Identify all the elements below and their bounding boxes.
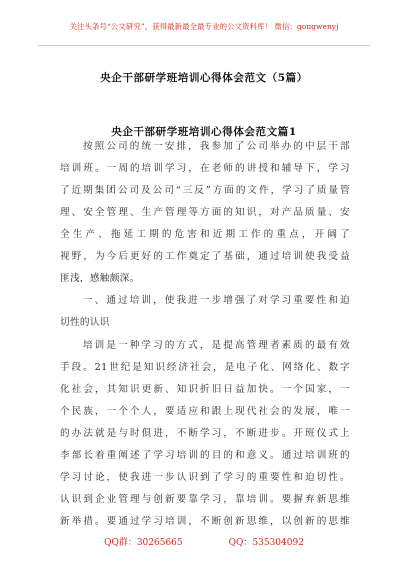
body-line-13: 个民族，一个个人，要适应和跟上现代社会的发展，唯一 [60, 406, 350, 417]
header-banner: 关注头条号“公文研究”，获得最新最全最专业的公文资料库！ 微信：gongwenyj [69, 22, 339, 31]
footer-qq-group: QQ群：30265665 [104, 538, 183, 548]
body-line-15: 李部长着重阐述了学习培训的目的和意义。通过培训班的 [60, 450, 350, 461]
footer-contact [0, 535, 408, 548]
body-line-18: 新举措。要通过学习培训，不断创新思维，以创新的思维 [60, 516, 350, 527]
body-line-3: 了近期集团公司及公司“三反”方面的文件，学习了质量管 [60, 185, 350, 196]
header-divider [38, 45, 370, 46]
body-line-12: 化社会，其知识更新、知识折旧日益加快。一个国家，一 [60, 384, 350, 395]
body-line-9: 切性的认识 [60, 317, 110, 328]
body-line-7: 匪浅，感触颇深。 [60, 273, 140, 284]
body-line-10: 培训是一种学习的方式，是提高管理者素质的最有效 [83, 340, 350, 351]
section-title: 央企干部研学班培训心得体会范文篇1 [111, 126, 297, 138]
body-line-2: 培训班。一周的培训学习，在老师的讲授和辅导下，学习 [60, 163, 350, 174]
body-line-5: 全生产、拖延工期的危害和近期工作的重点，开阔了 [60, 229, 350, 240]
body-line-16: 学习讨论，使我进一步认识到了学习的重要性和迫切性。 [60, 472, 350, 483]
body-line-11: 手段。21世纪是知识经济社会，是电子化、网络化、数字 [60, 362, 350, 373]
body-line-8: 一、通过培训，使我进一步增强了对学习重要性和迫 [83, 295, 350, 306]
body-line-4: 理、安全管理、生产管理等方面的知识，对产品质量、安 [60, 207, 350, 218]
body-line-6: 视野，为今后更好的工作奠定了基础，通过培训使我受益 [60, 251, 350, 262]
body-line-17: 认识到企业管理与创新要靠学习，靠培训。要摒弃新思维 [60, 494, 350, 505]
footer-qq: QQ：535304092 [228, 538, 304, 548]
document-title: 央企干部研学班培训心得体会范文（5篇） [100, 72, 308, 84]
body-line-1: 按照公司的统一安排，我参加了公司举办的中层干部 [83, 141, 350, 152]
body-line-14: 的办法就是与时俱进，不断学习，不断进步。开班仪式上 [60, 428, 350, 439]
